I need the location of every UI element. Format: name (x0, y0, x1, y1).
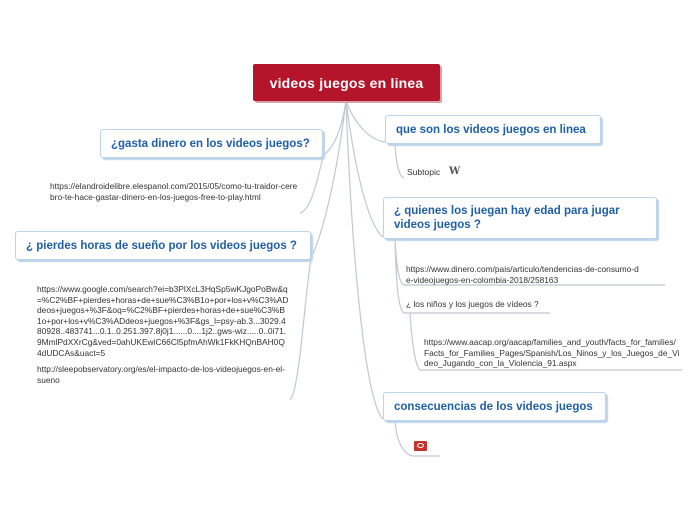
topic-label: ¿ quienes los juegan hay edad para jugar videos juegos ? (394, 205, 620, 231)
topic-que-son[interactable] (385, 115, 601, 144)
quienes-subtopic-ninos[interactable]: ¿ los niños y los juegos de vídeos ? (406, 299, 539, 309)
topic-label: ¿gasta dinero en los videos juegos? (111, 137, 310, 150)
wikipedia-icon[interactable]: W (449, 166, 461, 177)
quienes-link-dinero[interactable]: https://www.dinero.com/pais/articulo/tendencias-de-consumo-de-videojuegos-en-colombia-2018/258163 (406, 264, 639, 285)
sueno-notes (37, 284, 289, 385)
central-topic[interactable] (253, 64, 440, 101)
sueno-link-sleepobservatory[interactable]: http://sleepobservatory.org/es/el-impacto-de-los-videojuegos-en-el-sueno (37, 364, 285, 385)
topic-label: que son los videos juegos en linea (396, 123, 586, 136)
sueno-link-google[interactable]: https://www.google.com/search?ei=b3PlXcL3HqSp5wKJgoPoBw&q=%C2%BF+pierdes+horas+de+sue%C3%B1o+por+los+v%C3%ADdeos+juegos+%3F&oq=%C2%BF+pierdes+horas+de+sue%C3%B1o+por+los+v%C3%ADdeos+juegos+%3F&gs_l=psy-ab.3...3029.480928..483741...0.1..0.251.397.8j0j1......0....1j2..gws-wiz.....0..0i71.9MmlPdXXrCg&ved=0ahUKEwiC66Cl5pfmAhWk1FkKHQnBAH0Q4dUDCAs&uact=5 (37, 284, 289, 358)
topic-consecuencias[interactable] (383, 392, 606, 421)
subtopic-node[interactable]: Subtopic (407, 167, 441, 177)
topic-pierdes-horas[interactable] (15, 231, 311, 260)
pdf-icon[interactable] (414, 441, 427, 451)
topic-label: consecuencias de los videos juegos (394, 400, 593, 413)
quienes-link-aacap[interactable]: https://www.aacap.org/aacap/families_and_youth/facts_for_families/Facts_for_Families_Pages/Spanish/Los_Ninos_y_los_Juegos_de_Video_Jugando_con_la_Violencia_91.aspx (424, 337, 680, 369)
topic-label: ¿ pierdes horas de sueño por los videos juegos ? (26, 239, 297, 252)
gasta-link-note[interactable]: https://elandroidelibre.elespanol.com/2015/05/como-tu-traidor-cerebro-te-hace-gastar-dinero-en-los-juegos-free-to-play.html (50, 181, 298, 202)
topic-gasta-dinero[interactable] (100, 129, 323, 158)
central-topic-label: videos juegos en linea (269, 74, 424, 91)
topic-quienes-juegan[interactable] (383, 197, 657, 239)
